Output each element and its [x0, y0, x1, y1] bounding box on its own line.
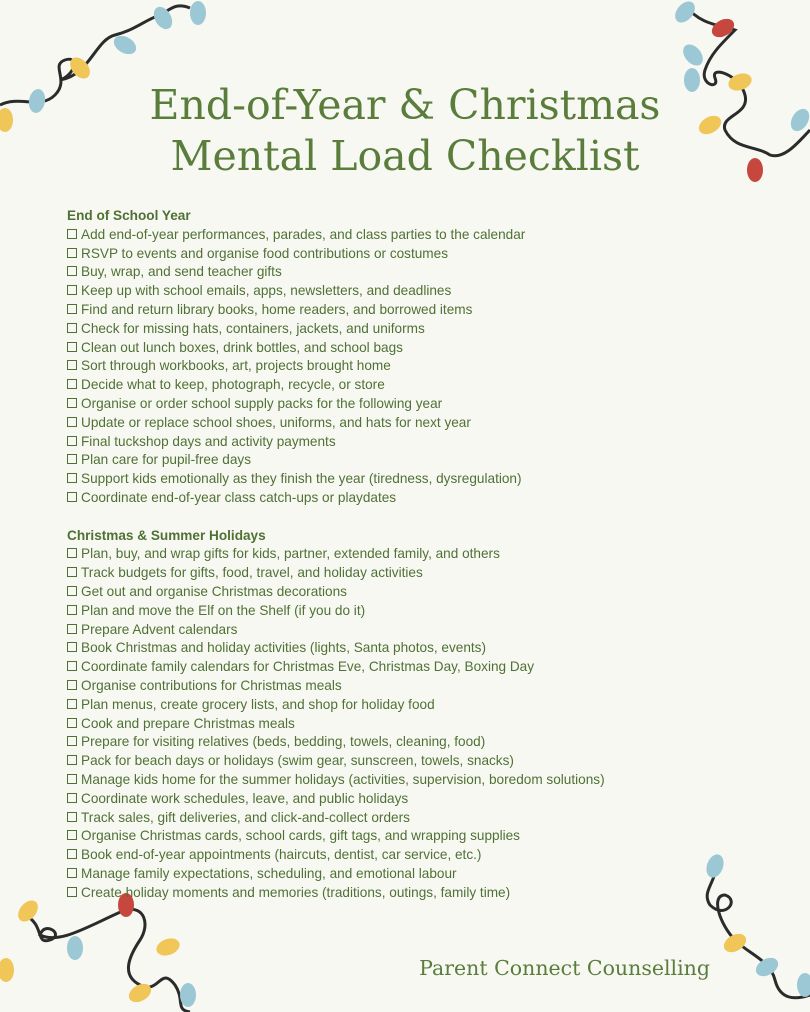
checklist-item[interactable] — [67, 451, 727, 470]
checkbox-icon[interactable] — [67, 755, 77, 765]
checklist-item[interactable] — [67, 583, 727, 602]
checkbox-icon[interactable] — [67, 360, 77, 370]
checklist-item-label: Cook and prepare Christmas meals — [81, 715, 295, 731]
checklist-item-label: Pack for beach days or holidays (swim gear, sunscreen, towels, snacks) — [81, 753, 514, 769]
checkbox-icon[interactable] — [67, 868, 77, 878]
checklist — [67, 207, 727, 921]
section-christmas-summer-holidays — [67, 527, 727, 903]
checklist-item[interactable] — [67, 677, 727, 696]
checklist-item[interactable] — [67, 790, 727, 809]
checkbox-icon[interactable] — [67, 887, 77, 897]
checklist-item[interactable] — [67, 809, 727, 828]
checklist-item[interactable] — [67, 489, 727, 508]
checklist-item-label: Prepare for visiting relatives (beds, bedding, towels, cleaning, food) — [81, 734, 486, 750]
checkbox-icon[interactable] — [67, 417, 77, 427]
checklist-item-label: Track budgets for gifts, food, travel, and holiday activities — [81, 565, 423, 581]
checkbox-icon[interactable] — [67, 830, 77, 840]
checklist-item[interactable] — [67, 414, 727, 433]
checklist-item[interactable] — [67, 752, 727, 771]
title-line-1: End-of-Year & Christmas — [149, 81, 661, 129]
checklist-item-label: Manage family expectations, scheduling, and emotional labour — [81, 865, 457, 881]
checklist-item[interactable] — [67, 545, 727, 564]
checklist-item[interactable] — [67, 733, 727, 752]
checkbox-icon[interactable] — [67, 548, 77, 558]
checklist-item[interactable] — [67, 884, 727, 903]
checkbox-icon[interactable] — [67, 736, 77, 746]
checkbox-icon[interactable] — [67, 567, 77, 577]
checkbox-icon[interactable] — [67, 624, 77, 634]
checklist-item[interactable] — [67, 395, 727, 414]
checklist-item-label: Plan menus, create grocery lists, and shop for holiday food — [81, 696, 435, 712]
checklist-item[interactable] — [67, 846, 727, 865]
checkbox-icon[interactable] — [67, 229, 77, 239]
footer-brand: Parent Connect Counselling — [419, 956, 710, 980]
checklist-item[interactable] — [67, 433, 727, 452]
checklist-item[interactable] — [67, 376, 727, 395]
checklist-item-label: Manage kids home for the summer holidays (activities, supervision, boredom solutions) — [81, 771, 605, 787]
checkbox-icon[interactable] — [67, 454, 77, 464]
section-heading: Christmas & Summer Holidays — [67, 527, 266, 543]
checklist-item-label: Clean out lunch boxes, drink bottles, and school bags — [81, 339, 403, 355]
checklist-item[interactable] — [67, 658, 727, 677]
checklist-item-label: Book Christmas and holiday activities (lights, Santa photos, events) — [81, 640, 486, 656]
checklist-item-label: Support kids emotionally as they finish the year (tiredness, dysregulation) — [81, 471, 522, 487]
checklist-item[interactable] — [67, 245, 727, 264]
checklist-item[interactable] — [67, 282, 727, 301]
checklist-item[interactable] — [67, 263, 727, 282]
section-end-of-school-year — [67, 207, 727, 508]
checklist-item-label: Organise or order school supply packs for the following year — [81, 395, 443, 411]
checkbox-icon[interactable] — [67, 398, 77, 408]
checkbox-icon[interactable] — [67, 473, 77, 483]
checklist-item-label: Coordinate end-of-year class catch-ups or playdates — [81, 489, 397, 505]
checklist-item-label: Sort through workbooks, art, projects brought home — [81, 358, 391, 374]
checkbox-icon[interactable] — [67, 285, 77, 295]
checkbox-icon[interactable] — [67, 605, 77, 615]
checklist-item-label: Organise Christmas cards, school cards, gift tags, and wrapping supplies — [81, 828, 520, 844]
checklist-item-label: Plan, buy, and wrap gifts for kids, partner, extended family, and others — [81, 546, 500, 562]
checklist-item[interactable] — [67, 621, 727, 640]
checklist-item-label: Book end-of-year appointments (haircuts, dentist, car service, etc.) — [81, 847, 482, 863]
checklist-item[interactable] — [67, 470, 727, 489]
checklist-item-label: Decide what to keep, photograph, recycle, or store — [81, 377, 385, 393]
checklist-item[interactable] — [67, 715, 727, 734]
checklist-item-label: Keep up with school emails, apps, newsletters, and deadlines — [81, 283, 452, 299]
checklist-item[interactable] — [67, 639, 727, 658]
checkbox-icon[interactable] — [67, 492, 77, 502]
checkbox-icon[interactable] — [67, 379, 77, 389]
checklist-item-label: Find and return library books, home readers, and borrowed items — [81, 301, 473, 317]
checklist-item[interactable] — [67, 771, 727, 790]
checklist-item-label: Buy, wrap, and send teacher gifts — [81, 264, 282, 280]
checklist-item-label: Plan care for pupil-free days — [81, 452, 252, 468]
checklist-item[interactable] — [67, 827, 727, 846]
checkbox-icon[interactable] — [67, 248, 77, 258]
checklist-item[interactable] — [67, 320, 727, 339]
checkbox-icon[interactable] — [67, 718, 77, 728]
checklist-item[interactable] — [67, 357, 727, 376]
checklist-item-label: RSVP to events and organise food contributions or costumes — [81, 245, 448, 261]
checkbox-icon[interactable] — [67, 812, 77, 822]
checkbox-icon[interactable] — [67, 849, 77, 859]
checkbox-icon[interactable] — [67, 793, 77, 803]
checklist-item-label: Organise contributions for Christmas meals — [81, 677, 342, 693]
checklist-item-label: Update or replace school shoes, uniforms, and hats for next year — [81, 414, 471, 430]
checklist-item[interactable] — [67, 602, 727, 621]
title-line-2: Mental Load Checklist — [170, 132, 640, 180]
checklist-item-label: Coordinate work schedules, leave, and public holidays — [81, 790, 409, 806]
checkbox-icon[interactable] — [67, 586, 77, 596]
checklist-item-label: Track sales, gift deliveries, and click-and-collect orders — [81, 809, 410, 825]
checklist-item-label: Add end-of-year performances, parades, and class parties to the calendar — [81, 226, 526, 242]
checklist-item-label: Prepare Advent calendars — [81, 621, 238, 637]
checklist-item-label: Check for missing hats, containers, jackets, and uniforms — [81, 320, 425, 336]
checkbox-icon[interactable] — [67, 323, 77, 333]
checkbox-icon[interactable] — [67, 661, 77, 671]
checklist-item-label: Create holiday moments and memories (traditions, outings, family time) — [81, 884, 511, 900]
checklist-item[interactable] — [67, 564, 727, 583]
checklist-item[interactable] — [67, 696, 727, 715]
checkbox-icon[interactable] — [67, 342, 77, 352]
checklist-item[interactable] — [67, 339, 727, 358]
checklist-item-label: Final tuckshop days and activity payments — [81, 433, 336, 449]
page-title — [0, 80, 810, 182]
checkbox-icon[interactable] — [67, 680, 77, 690]
checkbox-icon[interactable] — [67, 699, 77, 709]
checkbox-icon[interactable] — [67, 436, 77, 446]
checkbox-icon[interactable] — [67, 304, 77, 314]
checklist-item[interactable] — [67, 301, 727, 320]
checkbox-icon[interactable] — [67, 774, 77, 784]
checklist-item[interactable] — [67, 865, 727, 884]
checklist-item[interactable] — [67, 226, 727, 245]
checkbox-icon[interactable] — [67, 642, 77, 652]
checklist-item-label: Get out and organise Christmas decorations — [81, 583, 347, 599]
section-heading: End of School Year — [67, 208, 191, 223]
checkbox-icon[interactable] — [67, 266, 77, 276]
checklist-item-label: Plan and move the Elf on the Shelf (if you do it) — [81, 602, 366, 618]
checklist-item-label: Coordinate family calendars for Christmas Eve, Christmas Day, Boxing Day — [81, 659, 535, 675]
